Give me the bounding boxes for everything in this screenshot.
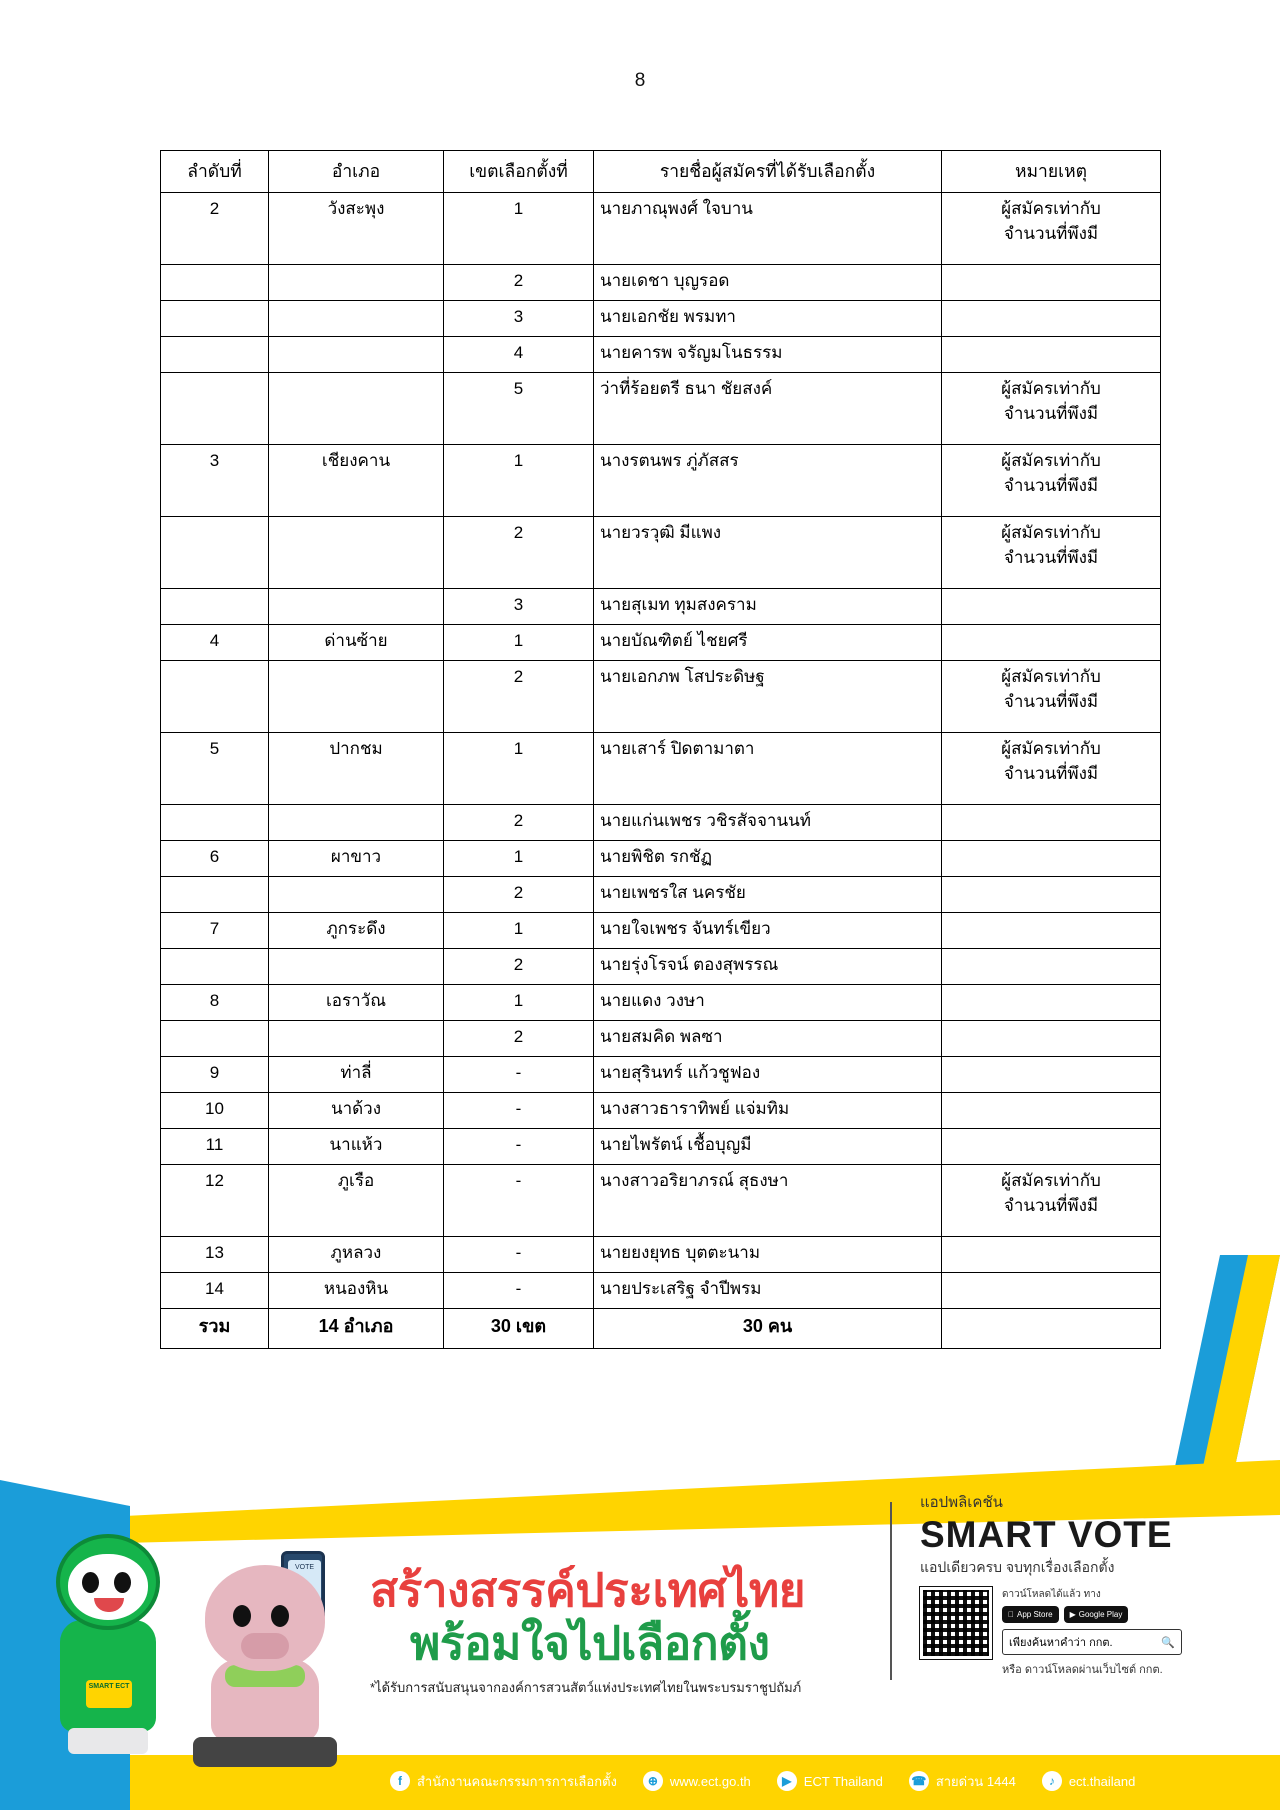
table-row [161,625,1161,661]
cell-no: 6 [161,841,269,877]
cell-note [942,1237,1161,1273]
cell-no: 4 [161,625,269,661]
cell-amphoe: ท่าลี่ [269,1057,444,1093]
election-results-table [160,150,1161,1349]
cell-candidate-name: นายเสาร์ ปิดตามาตา [594,733,942,805]
cell-zone: 2 [444,805,594,841]
mascot-hippo-pink [185,1555,345,1770]
cell-no [161,805,269,841]
cell-no [161,301,269,337]
cell-no: 11 [161,1129,269,1165]
table-row [161,877,1161,913]
cell-zone: 2 [444,517,594,589]
contact-strip [0,1752,1280,1810]
qr-code-icon[interactable] [920,1587,992,1659]
cell-amphoe: ด่านซ้าย [269,625,444,661]
note-line-1: ผู้สมัครเท่ากับ [1001,1171,1101,1191]
cell-no: 13 [161,1237,269,1273]
cell-no: 12 [161,1165,269,1237]
youtube-icon: ▶ [777,1771,797,1791]
contact-label: สายด่วน 1444 [935,1773,1016,1789]
cell-no: 3 [161,445,269,517]
col-header-note: หมายเหตุ [942,151,1161,193]
app-store-button[interactable] [1002,1606,1059,1623]
note-line-1: ผู้สมัครเท่ากับ [1001,379,1101,399]
cell-note [942,1129,1161,1165]
cell-note [942,1093,1161,1129]
contact-label: ect.thailand [1068,1773,1136,1789]
cell-no: 10 [161,1093,269,1129]
cell-zone: 2 [444,877,594,913]
cell-zone: - [444,1129,594,1165]
cell-candidate-name: นายสุเมท ทุมสงคราม [594,589,942,625]
cell-no: 14 [161,1273,269,1309]
app-store-label: App Store [1011,1610,1047,1619]
cell-amphoe [269,301,444,337]
election-results-table-container [160,150,1160,1349]
cell-amphoe: ปากชม [269,733,444,805]
cell-candidate-name: นายภาณุพงศ์ ใจบาน [594,193,942,265]
cell-amphoe [269,949,444,985]
table-footer-row [161,1309,1161,1349]
mascot-green-body [60,1620,156,1732]
table-row [161,1021,1161,1057]
table-row [161,841,1161,877]
banner-slogan [370,1564,880,1670]
footer-person-total: 30 คน [594,1309,942,1349]
cell-zone: - [444,1057,594,1093]
cell-candidate-name: ว่าที่ร้อยตรี ธนา ชัยสงค์ [594,373,942,445]
slogan-line-1: สร้างสรรค์ประเทศไทย [370,1564,806,1617]
table-header-row [161,151,1161,193]
cell-zone: 3 [444,301,594,337]
cell-candidate-name: นายรุ่งโรจน์ ตองสุพรรณ [594,949,942,985]
cell-amphoe: ผาขาว [269,841,444,877]
col-header-no: ลำดับที่ [161,151,269,193]
cell-zone: 3 [444,589,594,625]
table-row [161,913,1161,949]
banner-divider [890,1502,892,1680]
cell-note [942,589,1161,625]
cell-zone: 1 [444,193,594,265]
mascot-pink-snout [241,1633,289,1659]
cell-amphoe [269,337,444,373]
table-row [161,589,1161,625]
search-icon: 🔍 [1161,1636,1175,1649]
note-line-2: จำนวนที่พึงมี [1003,692,1099,712]
footer-amphoe-total: 14 อำเภอ [269,1309,444,1349]
mascot-ect-green [42,1528,174,1758]
table-row [161,445,1161,517]
cell-note [942,1165,1161,1237]
note-line-1: ผู้สมัครเท่ากับ [1001,451,1101,471]
table-row [161,1129,1161,1165]
contact-item[interactable] [909,1771,1016,1792]
note-line-2: จำนวนที่พึงมี [1003,404,1099,424]
cell-zone: 2 [444,661,594,733]
play-icon: ▶ [1063,1610,1070,1619]
cell-candidate-name: นายเพชรใส นครชัย [594,877,942,913]
smart-vote-title: SMART VOTE [920,1514,1173,1556]
cell-no [161,589,269,625]
smart-vote-block [920,1490,1250,1678]
table-row [161,985,1161,1021]
cell-note [942,985,1161,1021]
cell-no [161,877,269,913]
cell-amphoe [269,265,444,301]
cell-candidate-name: นายแดง วงษา [594,985,942,1021]
note-line-1: ผู้สมัครเท่ากับ [1001,523,1101,543]
cell-no [161,1021,269,1057]
note-line-1: ผู้สมัครเท่ากับ [1001,199,1101,219]
mascot-green-eye-left [82,1572,99,1593]
cell-amphoe: เอราวัณ [269,985,444,1021]
footer-label: รวม [161,1309,269,1349]
cell-candidate-name: นายสมคิด พลซา [594,1021,942,1057]
cell-note [942,1273,1161,1309]
cell-candidate-name: นายยงยุทธ บุตตะนาม [594,1237,942,1273]
cell-candidate-name: นายเดชา บุญรอด [594,265,942,301]
download-label: ดาวน์โหลดได้แล้ว ทาง [1002,1589,1101,1600]
cell-note [942,949,1161,985]
mascot-pink-eye-left [233,1605,251,1627]
cell-amphoe: นาแห้ว [269,1129,444,1165]
cell-candidate-name: นายบัณฑิตย์ ไชยศรี [594,625,942,661]
cell-amphoe: นาด้วง [269,1093,444,1129]
table-row [161,301,1161,337]
cell-note [942,445,1161,517]
table-body [161,193,1161,1309]
table-row [161,1093,1161,1129]
table-header [161,151,1161,193]
cell-amphoe: หนองหิน [269,1273,444,1309]
table-row [161,265,1161,301]
smart-vote-tagline: แอปเดียวครบ จบทุกเรื่องเลือกตั้ง [920,1559,1115,1575]
mascot-green-eye-right [114,1572,131,1593]
cell-candidate-name: นายใจเพชร จันทร์เขียว [594,913,942,949]
contact-item[interactable] [390,1771,617,1792]
cell-candidate-name: นายแก่นเพชร วชิรสัจจานนท์ [594,805,942,841]
slogan-line-2: พร้อมใจไปเลือกตั้ง [410,1617,770,1670]
cell-amphoe [269,661,444,733]
table-row [161,1165,1161,1237]
contact-item[interactable] [777,1771,883,1791]
cell-candidate-name: นายประเสริฐ จำปีพรม [594,1273,942,1309]
search-hint-box[interactable] [1002,1629,1182,1655]
table-row [161,1273,1161,1309]
col-header-name: รายชื่อผู้สมัครที่ได้รับเลือกตั้ง [594,151,942,193]
table-row [161,1057,1161,1093]
cell-note [942,373,1161,445]
cell-candidate-name: นางสาวธาราทิพย์ แจ่มทิม [594,1093,942,1129]
mascot-green-legs [68,1728,148,1754]
cell-no: 2 [161,193,269,265]
note-line-1: ผู้สมัครเท่ากับ [1001,667,1101,687]
cell-note [942,625,1161,661]
google-play-button[interactable] [1064,1606,1129,1623]
cell-amphoe: เชียงคาน [269,445,444,517]
cell-zone: 5 [444,373,594,445]
note-line-2: จำนวนที่พึงมี [1003,548,1099,568]
mascot-pink-eye-right [271,1605,289,1627]
cell-no: 5 [161,733,269,805]
note-line-2: จำนวนที่พึงมี [1003,476,1099,496]
cell-candidate-name: นายวรวุฒิ มีแพง [594,517,942,589]
cell-note [942,517,1161,589]
cell-note [942,1021,1161,1057]
note-line-1: ผู้สมัครเท่ากับ [1001,739,1101,759]
website-download-note: หรือ ดาวน์โหลดผ่านเว็บไซต์ กกต. [1002,1664,1163,1676]
col-header-amphoe: อำเภอ [269,151,444,193]
cell-note [942,661,1161,733]
cell-candidate-name: นายพิชิต รกชัฏ [594,841,942,877]
cell-candidate-name: นายไพรัตน์ เชื้อบุญมี [594,1129,942,1165]
cell-zone: - [444,1273,594,1309]
cell-candidate-name: นายคารพ จรัญมโนธรรม [594,337,942,373]
cell-note [942,841,1161,877]
table-row [161,517,1161,589]
col-header-zone: เขตเลือกตั้งที่ [444,151,594,193]
cell-amphoe [269,589,444,625]
smart-vote-subtitle: แอปพลิเคชัน [920,1494,1003,1512]
google-play-label: Google Play [1072,1610,1117,1619]
slogan-footnote: *ได้รับการสนับสนุนจากองค์การสวนสัตว์แห่งประเทศไทยในพระบรมราชูปถัมภ์ [370,1680,802,1695]
cell-amphoe: ภูหลวง [269,1237,444,1273]
promotional-banner [0,1460,1280,1810]
table-row [161,805,1161,841]
cell-no: 9 [161,1057,269,1093]
cell-note [942,1057,1161,1093]
cell-amphoe: วังสะพุง [269,193,444,265]
phone-icon: ☎ [909,1771,929,1791]
cell-zone: - [444,1237,594,1273]
cell-zone: 1 [444,625,594,661]
table-row [161,373,1161,445]
cell-no [161,949,269,985]
cell-zone: 2 [444,265,594,301]
table-row [161,733,1161,805]
footer-note [942,1309,1161,1349]
cell-no [161,373,269,445]
facebook-icon: f [390,1771,410,1791]
cell-no [161,265,269,301]
cell-amphoe [269,1021,444,1057]
cell-zone: 1 [444,985,594,1021]
cell-no [161,517,269,589]
cell-zone: - [444,1165,594,1237]
cell-note [942,265,1161,301]
cell-amphoe [269,517,444,589]
cell-zone: 4 [444,337,594,373]
table-row [161,1237,1161,1273]
cell-note [942,877,1161,913]
cell-zone: 1 [444,913,594,949]
globe-icon: ⊕ [643,1771,663,1791]
cell-zone: 2 [444,1021,594,1057]
cell-zone: 1 [444,841,594,877]
note-line-2: จำนวนที่พึงมี [1003,224,1099,244]
cell-note [942,301,1161,337]
cell-note [942,733,1161,805]
tiktok-icon: ♪ [1042,1771,1062,1791]
cell-amphoe: ภูเรือ [269,1165,444,1237]
cell-note [942,913,1161,949]
cell-amphoe [269,373,444,445]
note-line-2: จำนวนที่พึงมี [1003,1196,1099,1216]
cell-zone: 1 [444,733,594,805]
cell-candidate-name: นายเอกภพ โสประดิษฐ [594,661,942,733]
page-number: 8 [634,70,646,91]
cell-note [942,337,1161,373]
search-hint-label: เพียงค้นหาคำว่า กกต. [1009,1637,1113,1649]
cell-no: 8 [161,985,269,1021]
contact-label: ECT Thailand [803,1773,883,1789]
cell-note [942,193,1161,265]
table-row [161,193,1161,265]
mascot-badge-label: SMART ECT [86,1680,132,1708]
cell-amphoe [269,805,444,841]
cell-no [161,337,269,373]
cell-zone: 2 [444,949,594,985]
table-row [161,661,1161,733]
phone-screen-label: VOTE [288,1560,321,1612]
cell-no [161,661,269,733]
cell-candidate-name: นายเอกชัย พรมทา [594,301,942,337]
table-row [161,337,1161,373]
note-line-2: จำนวนที่พึงมี [1003,764,1099,784]
cell-amphoe: ภูกระดึง [269,913,444,949]
cell-candidate-name: นางสาวอริยาภรณ์ สุธงษา [594,1165,942,1237]
cell-zone: 1 [444,445,594,517]
contact-item[interactable] [1042,1771,1136,1791]
contact-item[interactable] [643,1771,751,1791]
table-row [161,949,1161,985]
cell-candidate-name: นางรตนพร ภู่ภัสสร [594,445,942,517]
contact-label: สำนักงานคณะกรรมการการเลือกตั้ง [417,1773,617,1789]
cell-zone: - [444,1093,594,1129]
cell-note [942,805,1161,841]
apple-icon [1008,1610,1014,1619]
footer-zone-total: 30 เขต [444,1309,594,1349]
cell-no: 7 [161,913,269,949]
cell-amphoe [269,877,444,913]
contact-label: www.ect.go.th [669,1773,751,1789]
table-footer [161,1309,1161,1349]
cell-candidate-name: นายสุรินทร์ แก้วชูฟอง [594,1057,942,1093]
